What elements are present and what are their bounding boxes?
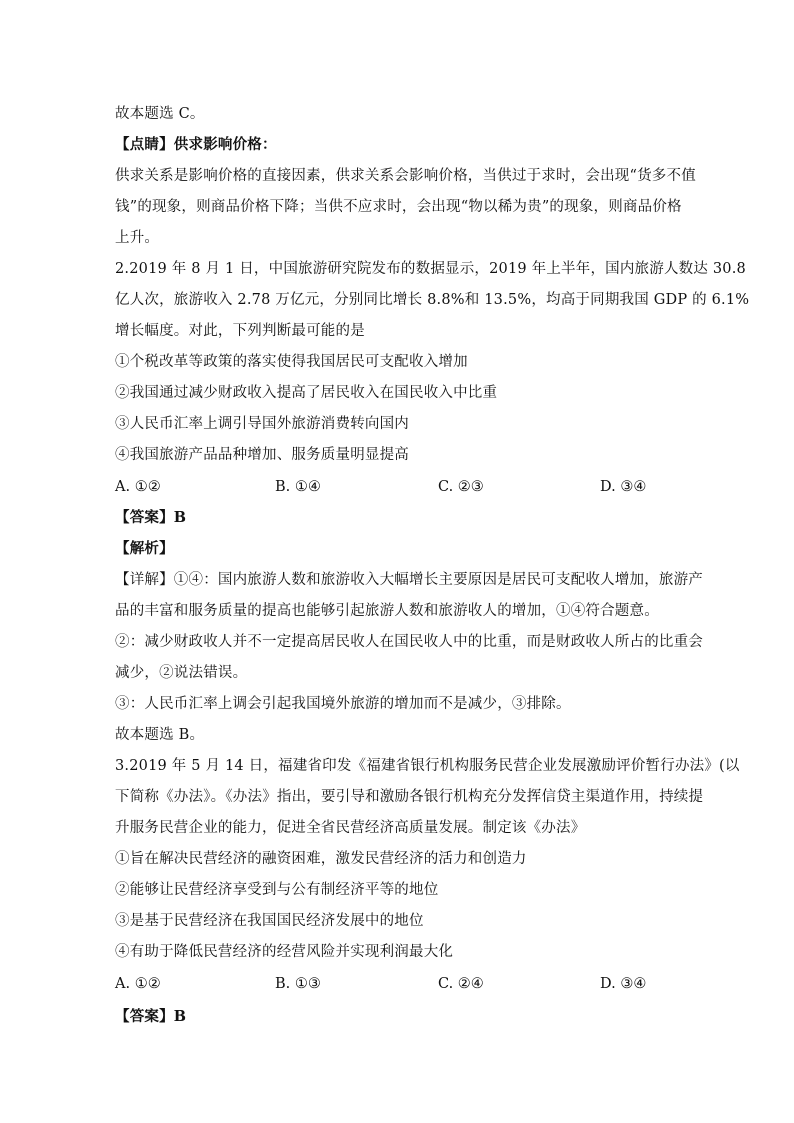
q2-option-d: D. ③④ bbox=[600, 479, 647, 495]
text-line: 供求关系是影响价格的直接因素，供求关系会影响价格，当供过于求时，会出现“货多不值 bbox=[115, 168, 696, 184]
text-line: 上升。 bbox=[115, 230, 160, 246]
q2-option-b: B. ①④ bbox=[275, 479, 321, 495]
question-3-statement: ③是基于民营经济在我国国民经济发展中的地位 bbox=[115, 913, 424, 929]
q2-answer: 【答案】B bbox=[115, 509, 187, 526]
q2-detail: 【详解】①④：国内旅游人数和旅游收入大幅增长主要原因是居民可支配收人增加，旅游产 bbox=[115, 572, 703, 588]
q3-option-a: A. ①② bbox=[115, 976, 161, 992]
q2-detail: ②：减少财政收人并不一定提高居民收人在国民收人中的比重，而是财政收人所占的比重会 bbox=[115, 634, 703, 650]
question-3-stem: 升服务民营企业的能力，促进全省民营经济高质量发展。制定该《办法》 bbox=[115, 820, 586, 836]
question-2-stem: 增长幅度。对此，下列判断最可能的是 bbox=[115, 323, 365, 339]
q2-option-c: C. ②③ bbox=[438, 479, 484, 495]
q3-answer: 【答案】B bbox=[115, 1008, 187, 1025]
text-line: 故本题选 C。 bbox=[115, 106, 205, 122]
question-3-statement: ①旨在解决民营经济的融资困难，激发民营经济的活力和创造力 bbox=[115, 851, 527, 867]
q2-detail: 品的丰富和服务质量的提高也能够引起旅游人数和旅游收人的增加，①④符合题意。 bbox=[115, 603, 659, 619]
text-line: 钱”的现象，则商品价格下降；当供不应求时，会出现“物以稀为贵”的现象，则商品价格 bbox=[115, 199, 682, 215]
q3-option-b: B. ①③ bbox=[275, 976, 321, 992]
question-2-statement: ③人民币汇率上调引导国外旅游消费转向国内 bbox=[115, 416, 409, 432]
question-2-stem: 亿人次，旅游收入 2.78 万亿元，分别同比增长 8.8%和 13.5%，均高于同期我国 GDP 的 6.1% bbox=[115, 292, 750, 308]
question-2-statement: ②我国通过减少财政收入提高了居民收入在国民收入中比重 bbox=[115, 385, 498, 401]
question-3-statement: ②能够让民营经济享受到与公有制经济平等的地位 bbox=[115, 882, 439, 898]
question-2-statement: ①个税改革等政策的落实使得我国居民可支配收入增加 bbox=[115, 354, 468, 370]
q2-option-a: A. ①② bbox=[115, 479, 161, 495]
question-3-stem: 下简称《办法》。《办法》指出，要引导和激励各银行机构充分发挥信贷主渠道作用，持续提 bbox=[115, 789, 704, 805]
q3-option-d: D. ③④ bbox=[600, 976, 647, 992]
q3-option-c: C. ②④ bbox=[438, 976, 484, 992]
question-2-stem: 2.2019 年 8 月 1 日，中国旅游研究院发布的数据显示，2019 年上半年，国内旅游人数达 30.8 bbox=[115, 261, 746, 277]
q2-detail: ③：人民币汇率上调会引起我国境外旅游的增加而不是减少，③排除。 bbox=[115, 696, 571, 712]
q2-analysis-heading: 【解析】 bbox=[115, 540, 174, 557]
question-3-statement: ④有助于降低民营经济的经营风险并实现利润最大化 bbox=[115, 944, 454, 960]
heading-dianjing: 【点睛】供求影响价格： bbox=[115, 136, 277, 153]
text-line: 故本题选 B。 bbox=[115, 727, 205, 743]
question-2-statement: ④我国旅游产品品种增加、服务质量明显提高 bbox=[115, 447, 409, 463]
question-3-stem: 3.2019 年 5 月 14 日，福建省印发《福建省银行机构服务民营企业发展激励评价暂行办法》(以 bbox=[115, 758, 740, 774]
q2-detail: 减少，②说法错误。 bbox=[115, 665, 248, 681]
